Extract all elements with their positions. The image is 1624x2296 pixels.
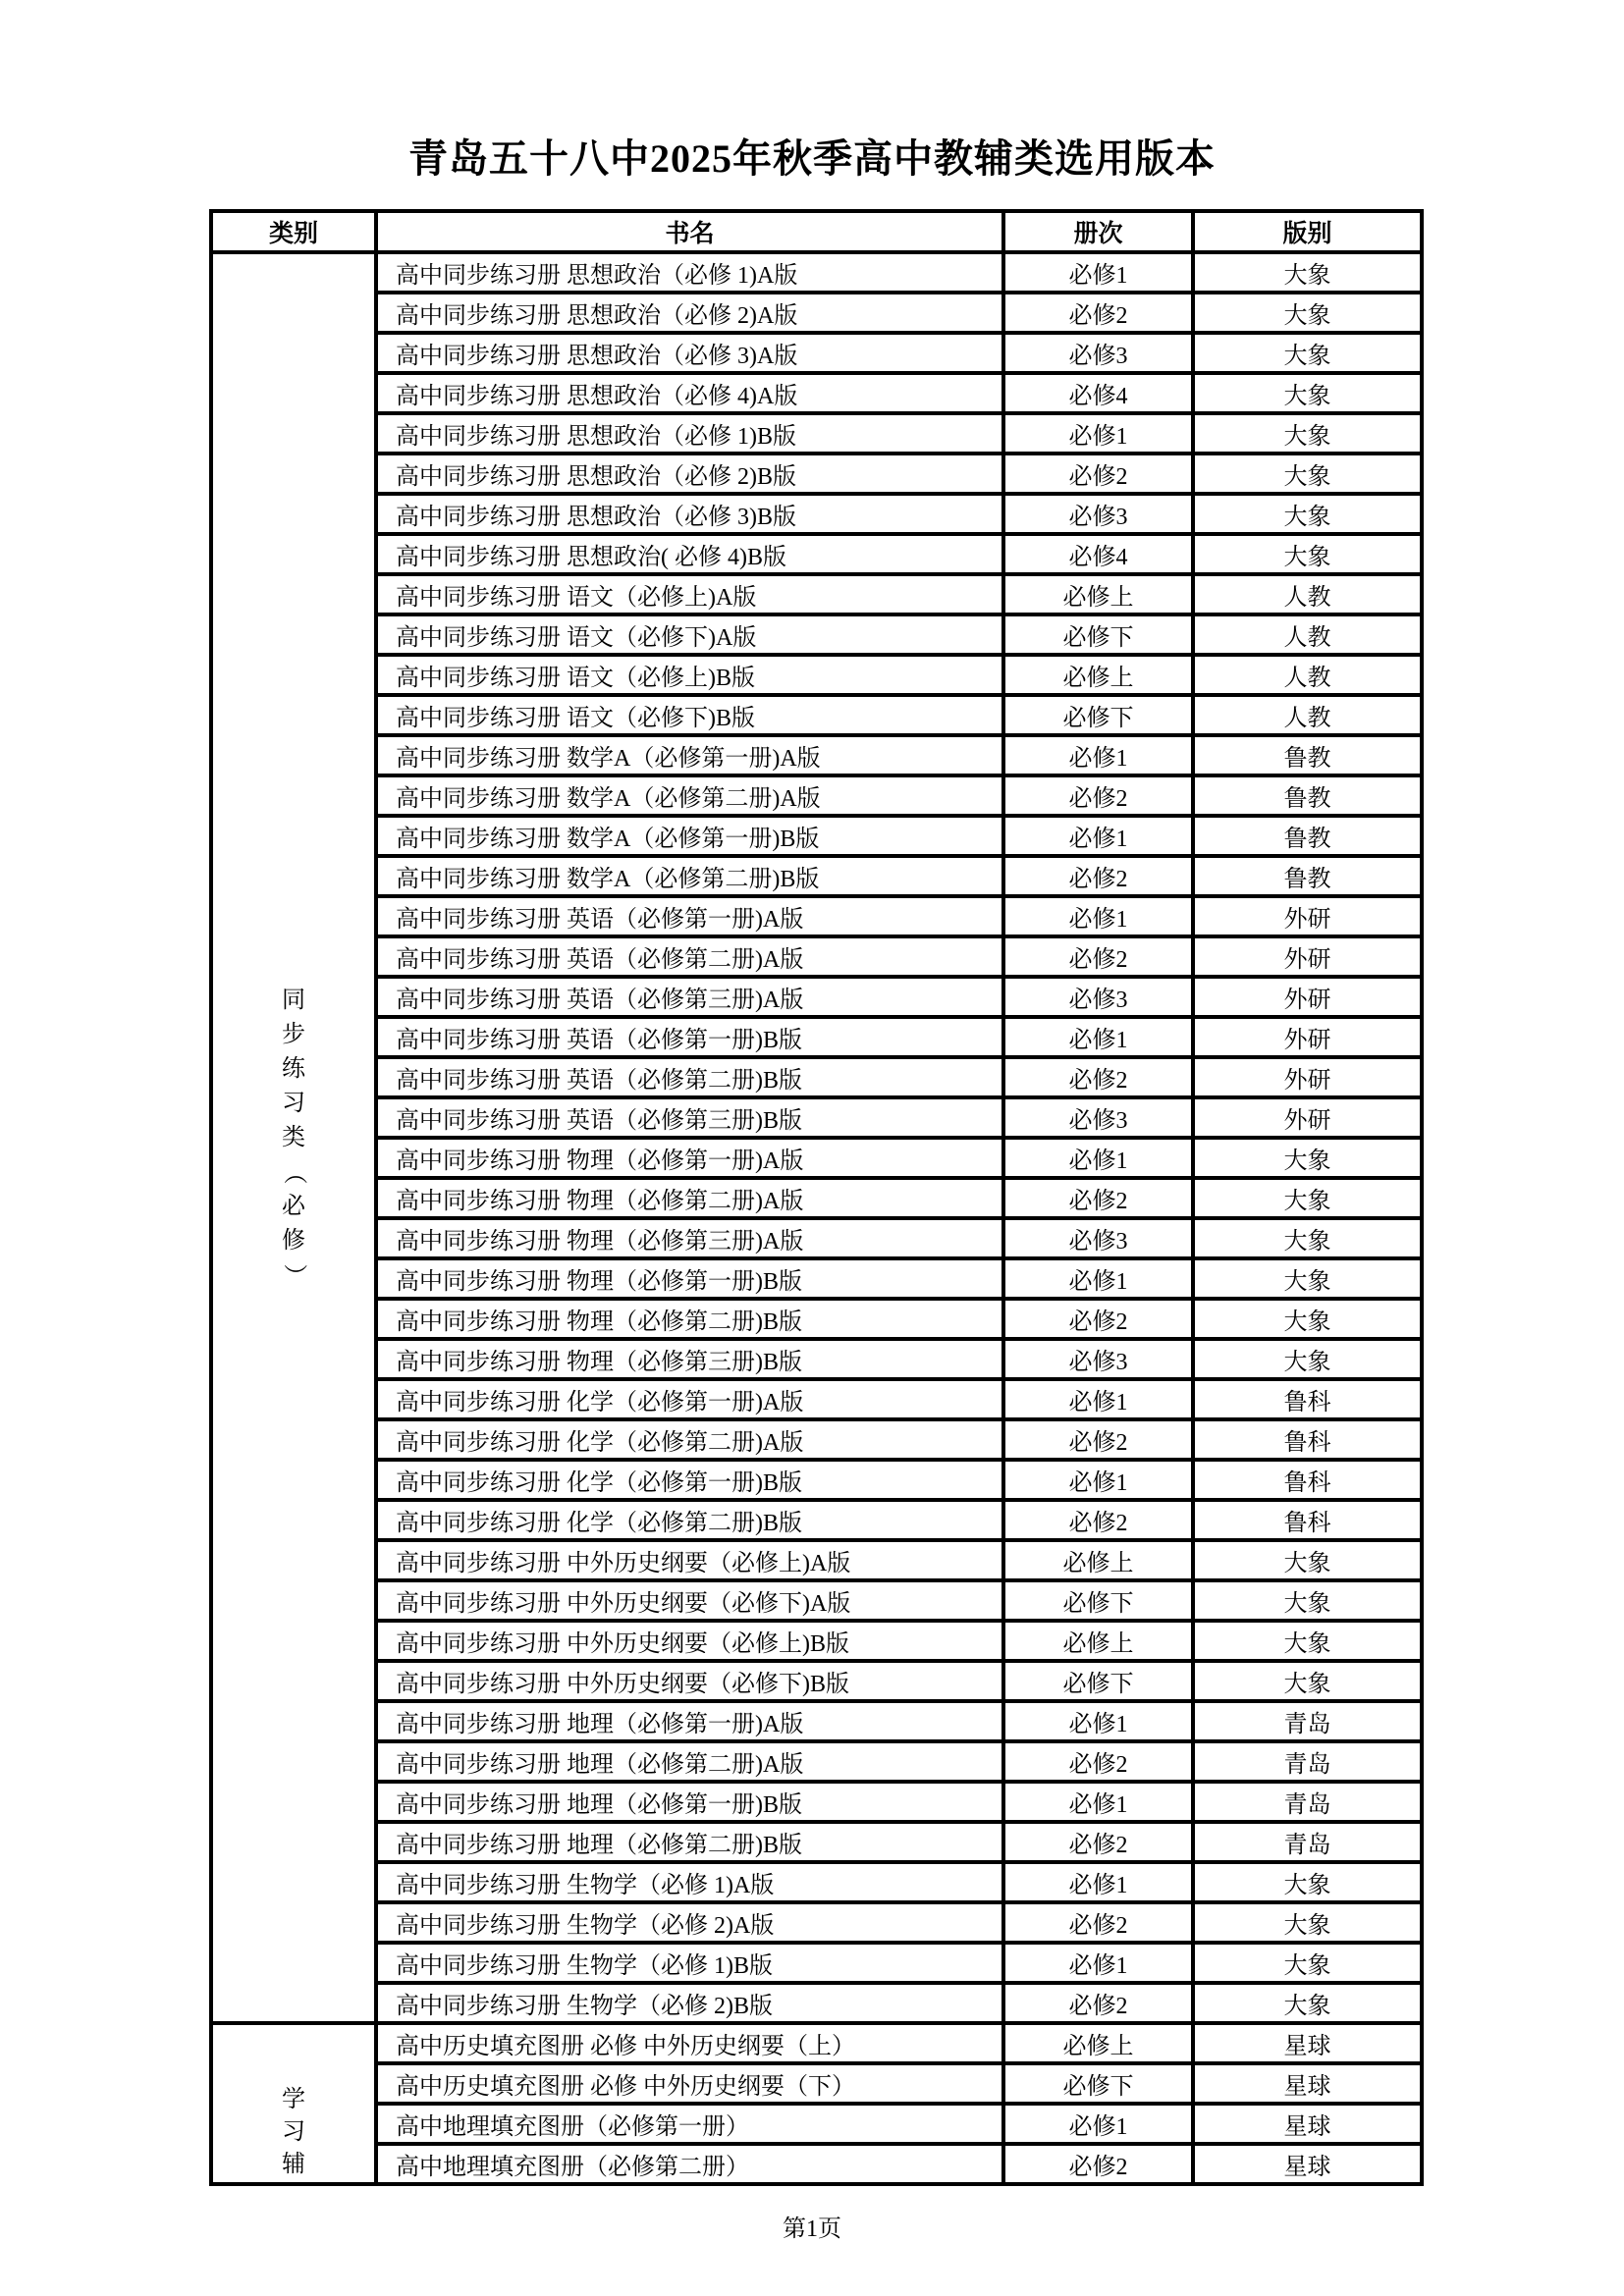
volume-cell: 必修2 — [1003, 1822, 1193, 1862]
volume-cell: 必修3 — [1003, 494, 1193, 534]
table-row — [211, 896, 1422, 936]
book-name-cell: 高中同步练习册 物理（必修第一册)B版 — [376, 1258, 1003, 1299]
book-name-cell: 高中同步练习册 物理（必修第二册)A版 — [376, 1178, 1003, 1218]
publisher-cell: 外研 — [1193, 977, 1422, 1017]
book-name-cell: 高中同步练习册 思想政治（必修 3)A版 — [376, 333, 1003, 373]
table-row — [211, 1057, 1422, 1097]
book-name-cell: 高中同步练习册 思想政治（必修 3)B版 — [376, 494, 1003, 534]
volume-cell: 必修2 — [1003, 2144, 1193, 2184]
publisher-cell: 星球 — [1193, 2023, 1422, 2063]
category-header: 类别 — [211, 211, 376, 252]
table-row — [211, 816, 1422, 856]
volume-cell: 必修1 — [1003, 816, 1193, 856]
book-name-cell: 高中历史填充图册 必修 中外历史纲要（下） — [376, 2063, 1003, 2104]
book-name-cell: 高中同步练习册 语文（必修上)B版 — [376, 655, 1003, 695]
volume-cell: 必修2 — [1003, 1500, 1193, 1540]
volume-cell: 必修1 — [1003, 1017, 1193, 1057]
table-row — [211, 1138, 1422, 1178]
volume-cell: 必修上 — [1003, 1540, 1193, 1580]
volume-cell: 必修3 — [1003, 977, 1193, 1017]
volume-cell: 必修2 — [1003, 1902, 1193, 1943]
volume-cell: 必修3 — [1003, 1097, 1193, 1138]
volume-cell: 必修下 — [1003, 1661, 1193, 1701]
category-cell — [211, 252, 376, 2023]
book-name-cell: 高中同步练习册 生物学（必修 1)A版 — [376, 1862, 1003, 1902]
publisher-cell: 星球 — [1193, 2144, 1422, 2184]
table-row — [211, 936, 1422, 977]
book-name-cell: 高中同步练习册 生物学（必修 2)A版 — [376, 1902, 1003, 1943]
publisher-cell: 大象 — [1193, 1661, 1422, 1701]
publisher-cell: 大象 — [1193, 1983, 1422, 2023]
volume-cell: 必修2 — [1003, 293, 1193, 333]
book-name-cell: 高中同步练习册 英语（必修第二册)A版 — [376, 936, 1003, 977]
book-name-cell: 高中同步练习册 生物学（必修 1)B版 — [376, 1943, 1003, 1983]
volume-cell: 必修1 — [1003, 1701, 1193, 1741]
book-name-cell: 高中同步练习册 物理（必修第一册)A版 — [376, 1138, 1003, 1178]
volume-cell: 必修上 — [1003, 1621, 1193, 1661]
table-row — [211, 1218, 1422, 1258]
publisher-cell: 青岛 — [1193, 1741, 1422, 1782]
book-name-cell: 高中同步练习册 化学（必修第二册)A版 — [376, 1419, 1003, 1460]
publisher-cell: 鲁教 — [1193, 816, 1422, 856]
table-row — [211, 735, 1422, 775]
publisher-cell: 青岛 — [1193, 1782, 1422, 1822]
table-row — [211, 1621, 1422, 1661]
volume-cell: 必修2 — [1003, 1419, 1193, 1460]
table-row — [211, 1701, 1422, 1741]
publisher-cell: 大象 — [1193, 1138, 1422, 1178]
publisher-cell: 星球 — [1193, 2104, 1422, 2144]
book-name-cell: 高中同步练习册 思想政治（必修 2)B版 — [376, 454, 1003, 494]
book-name-cell: 高中同步练习册 思想政治（必修 2)A版 — [376, 293, 1003, 333]
publisher-cell: 外研 — [1193, 1057, 1422, 1097]
book-name-cell: 高中同步练习册 思想政治（必修 4)A版 — [376, 373, 1003, 413]
volume-cell: 必修1 — [1003, 1379, 1193, 1419]
table-row — [211, 252, 1422, 293]
table-row — [211, 1862, 1422, 1902]
category-vertical-label: 学 习 辅 — [282, 2086, 305, 2177]
table-row — [211, 1178, 1422, 1218]
volume-cell: 必修1 — [1003, 252, 1193, 293]
table-row — [211, 1943, 1422, 1983]
volume-cell: 必修1 — [1003, 1138, 1193, 1178]
book-name-cell: 高中同步练习册 思想政治（必修 1)B版 — [376, 413, 1003, 454]
booklist-table — [209, 209, 1424, 2186]
table-row — [211, 856, 1422, 896]
table-row — [211, 534, 1422, 574]
publisher-cell: 大象 — [1193, 1621, 1422, 1661]
volume-cell: 必修2 — [1003, 1741, 1193, 1782]
volume-cell: 必修1 — [1003, 1258, 1193, 1299]
table-row — [211, 1258, 1422, 1299]
table-row — [211, 977, 1422, 1017]
book-name-cell: 高中同步练习册 英语（必修第三册)B版 — [376, 1097, 1003, 1138]
table-row — [211, 1339, 1422, 1379]
volume-cell: 必修上 — [1003, 2023, 1193, 2063]
book-name-cell: 高中同步练习册 数学A（必修第一册)A版 — [376, 735, 1003, 775]
book-name-cell: 高中同步练习册 英语（必修第一册)B版 — [376, 1017, 1003, 1057]
publisher-cell: 鲁教 — [1193, 856, 1422, 896]
table-row — [211, 333, 1422, 373]
volume-cell: 必修2 — [1003, 775, 1193, 816]
volume-cell: 必修1 — [1003, 896, 1193, 936]
table-row — [211, 1299, 1422, 1339]
book-name-cell: 高中同步练习册 思想政治（必修 1)A版 — [376, 252, 1003, 293]
volume-cell: 必修上 — [1003, 655, 1193, 695]
publisher-cell: 大象 — [1193, 1218, 1422, 1258]
table-row — [211, 1097, 1422, 1138]
table-row — [211, 1500, 1422, 1540]
volume-cell: 必修3 — [1003, 1339, 1193, 1379]
volume-header: 册次 — [1003, 211, 1193, 252]
publisher-cell: 大象 — [1193, 534, 1422, 574]
volume-cell: 必修2 — [1003, 1178, 1193, 1218]
book-name-cell: 高中同步练习册 数学A（必修第一册)B版 — [376, 816, 1003, 856]
book-name-cell: 高中同步练习册 地理（必修第一册)A版 — [376, 1701, 1003, 1741]
publisher-cell: 鲁教 — [1193, 735, 1422, 775]
book-name-cell: 高中同步练习册 数学A（必修第二册)A版 — [376, 775, 1003, 816]
publisher-cell: 大象 — [1193, 1862, 1422, 1902]
publisher-cell: 鲁教 — [1193, 775, 1422, 816]
book-name-cell: 高中同步练习册 语文（必修上)A版 — [376, 574, 1003, 614]
volume-cell: 必修1 — [1003, 735, 1193, 775]
table-row — [211, 2063, 1422, 2104]
publisher-cell: 外研 — [1193, 1017, 1422, 1057]
volume-cell: 必修2 — [1003, 936, 1193, 977]
volume-cell: 必修1 — [1003, 413, 1193, 454]
table-row — [211, 1379, 1422, 1419]
book-name-cell: 高中同步练习册 地理（必修第一册)B版 — [376, 1782, 1003, 1822]
book-name-cell: 高中同步练习册 化学（必修第一册)A版 — [376, 1379, 1003, 1419]
table-row — [211, 2023, 1422, 2063]
table-row — [211, 1822, 1422, 1862]
publisher-cell: 大象 — [1193, 494, 1422, 534]
publisher-cell: 大象 — [1193, 1540, 1422, 1580]
publisher-cell: 青岛 — [1193, 1701, 1422, 1741]
table-row — [211, 1580, 1422, 1621]
table-row — [211, 574, 1422, 614]
publisher-cell: 大象 — [1193, 1299, 1422, 1339]
volume-cell: 必修2 — [1003, 1983, 1193, 2023]
volume-cell: 必修2 — [1003, 454, 1193, 494]
table-row — [211, 1540, 1422, 1580]
category-cell — [211, 2023, 376, 2184]
book-name-cell: 高中同步练习册 生物学（必修 2)B版 — [376, 1983, 1003, 2023]
category-vertical-label: 同 步 练 习 类 （ 必 修 ） — [281, 987, 307, 1287]
publisher-cell: 青岛 — [1193, 1822, 1422, 1862]
table-row — [211, 655, 1422, 695]
table-row — [211, 1017, 1422, 1057]
publisher-cell: 外研 — [1193, 896, 1422, 936]
publisher-cell: 大象 — [1193, 1258, 1422, 1299]
table-row — [211, 1902, 1422, 1943]
book-name-cell: 高中同步练习册 英语（必修第一册)A版 — [376, 896, 1003, 936]
table-body — [211, 252, 1422, 2184]
publisher-cell: 大象 — [1193, 1339, 1422, 1379]
book-name-cell: 高中同步练习册 物理（必修第二册)B版 — [376, 1299, 1003, 1339]
table-row — [211, 1741, 1422, 1782]
book-name-cell: 高中同步练习册 语文（必修下)B版 — [376, 695, 1003, 735]
table-row — [211, 1782, 1422, 1822]
volume-cell: 必修1 — [1003, 2104, 1193, 2144]
book-name-cell: 高中地理填充图册（必修第二册） — [376, 2144, 1003, 2184]
table-row — [211, 614, 1422, 655]
table-header-row — [211, 211, 1422, 252]
book-name-cell: 高中同步练习册 数学A（必修第二册)B版 — [376, 856, 1003, 896]
publisher-cell: 鲁科 — [1193, 1379, 1422, 1419]
publisher-cell: 外研 — [1193, 936, 1422, 977]
table-row — [211, 2144, 1422, 2184]
volume-cell: 必修上 — [1003, 574, 1193, 614]
book-name-header: 书名 — [376, 211, 1003, 252]
table-row — [211, 1460, 1422, 1500]
book-name-cell: 高中同步练习册 地理（必修第二册)A版 — [376, 1741, 1003, 1782]
book-name-cell: 高中同步练习册 化学（必修第二册)B版 — [376, 1500, 1003, 1540]
volume-cell: 必修下 — [1003, 695, 1193, 735]
table-row — [211, 413, 1422, 454]
volume-cell: 必修1 — [1003, 1862, 1193, 1902]
publisher-cell: 大象 — [1193, 373, 1422, 413]
book-name-cell: 高中同步练习册 语文（必修下)A版 — [376, 614, 1003, 655]
table-row — [211, 454, 1422, 494]
book-name-cell: 高中同步练习册 思想政治( 必修 4)B版 — [376, 534, 1003, 574]
book-name-cell: 高中同步练习册 中外历史纲要（必修上)A版 — [376, 1540, 1003, 1580]
publisher-cell: 鲁科 — [1193, 1500, 1422, 1540]
volume-cell: 必修2 — [1003, 1299, 1193, 1339]
volume-cell: 必修3 — [1003, 1218, 1193, 1258]
table-row — [211, 775, 1422, 816]
book-name-cell: 高中历史填充图册 必修 中外历史纲要（上） — [376, 2023, 1003, 2063]
volume-cell: 必修下 — [1003, 2063, 1193, 2104]
publisher-cell: 大象 — [1193, 293, 1422, 333]
book-name-cell: 高中同步练习册 中外历史纲要（必修上)B版 — [376, 1621, 1003, 1661]
table-row — [211, 1661, 1422, 1701]
volume-cell: 必修下 — [1003, 1580, 1193, 1621]
volume-cell: 必修1 — [1003, 1943, 1193, 1983]
publisher-cell: 人教 — [1193, 574, 1422, 614]
table-row — [211, 293, 1422, 333]
page-number: 第1页 — [783, 2216, 841, 2242]
publisher-cell: 大象 — [1193, 413, 1422, 454]
volume-cell: 必修3 — [1003, 333, 1193, 373]
table-row — [211, 373, 1422, 413]
book-name-cell: 高中地理填充图册（必修第一册） — [376, 2104, 1003, 2144]
publisher-cell: 大象 — [1193, 454, 1422, 494]
publisher-cell: 人教 — [1193, 655, 1422, 695]
volume-cell: 必修下 — [1003, 614, 1193, 655]
book-name-cell: 高中同步练习册 英语（必修第三册)A版 — [376, 977, 1003, 1017]
publisher-cell: 大象 — [1193, 333, 1422, 373]
publisher-cell: 鲁科 — [1193, 1460, 1422, 1500]
publisher-cell: 鲁科 — [1193, 1419, 1422, 1460]
volume-cell: 必修4 — [1003, 534, 1193, 574]
publisher-cell: 大象 — [1193, 1902, 1422, 1943]
publisher-cell: 大象 — [1193, 1943, 1422, 1983]
publisher-cell: 人教 — [1193, 614, 1422, 655]
publisher-cell: 大象 — [1193, 252, 1422, 293]
table-row — [211, 695, 1422, 735]
book-name-cell: 高中同步练习册 英语（必修第二册)B版 — [376, 1057, 1003, 1097]
publisher-cell: 大象 — [1193, 1580, 1422, 1621]
table-row — [211, 1983, 1422, 2023]
publisher-cell: 外研 — [1193, 1097, 1422, 1138]
book-name-cell: 高中同步练习册 中外历史纲要（必修下)A版 — [376, 1580, 1003, 1621]
book-name-cell: 高中同步练习册 地理（必修第二册)B版 — [376, 1822, 1003, 1862]
volume-cell: 必修4 — [1003, 373, 1193, 413]
publisher-cell: 星球 — [1193, 2063, 1422, 2104]
publisher-header: 版别 — [1193, 211, 1422, 252]
volume-cell: 必修2 — [1003, 1057, 1193, 1097]
book-name-cell: 高中同步练习册 化学（必修第一册)B版 — [376, 1460, 1003, 1500]
volume-cell: 必修1 — [1003, 1460, 1193, 1500]
table-row — [211, 1419, 1422, 1460]
volume-cell: 必修1 — [1003, 1782, 1193, 1822]
table-row — [211, 494, 1422, 534]
publisher-cell: 大象 — [1193, 1178, 1422, 1218]
book-name-cell: 高中同步练习册 物理（必修第三册)A版 — [376, 1218, 1003, 1258]
book-name-cell: 高中同步练习册 物理（必修第三册)B版 — [376, 1339, 1003, 1379]
table-row — [211, 2104, 1422, 2144]
book-name-cell: 高中同步练习册 中外历史纲要（必修下)B版 — [376, 1661, 1003, 1701]
volume-cell: 必修2 — [1003, 856, 1193, 896]
publisher-cell: 人教 — [1193, 695, 1422, 735]
page-title: 青岛五十八中2025年秋季高中教辅类选用版本 — [408, 136, 1216, 181]
